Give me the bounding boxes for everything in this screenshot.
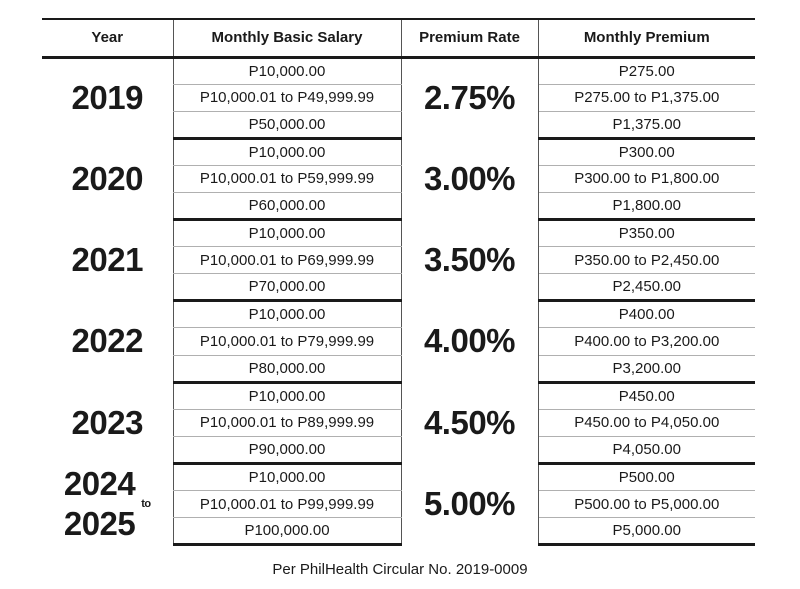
header-year: Year <box>42 19 173 57</box>
premium-cell: P1,375.00 <box>538 111 755 138</box>
premium-cell: P275.00 to P1,375.00 <box>538 84 755 111</box>
table-row <box>42 57 755 84</box>
rate-cell: 3.00% <box>401 138 538 219</box>
salary-cell: P10,000.01 to P99,999.99 <box>173 491 401 518</box>
premium-cell: P5,000.00 <box>538 518 755 545</box>
table-row <box>42 220 755 247</box>
premium-cell: P2,450.00 <box>538 274 755 301</box>
source-footnote: Per PhilHealth Circular No. 2019-0009 <box>272 561 528 578</box>
header-row <box>42 19 755 57</box>
premium-table-container <box>42 18 755 546</box>
header-rate: Premium Rate <box>401 19 538 57</box>
header-salary: Monthly Basic Salary <box>173 19 401 57</box>
table-body <box>42 57 755 545</box>
salary-cell: P10,000.00 <box>173 138 401 165</box>
premium-cell: P500.00 to P5,000.00 <box>538 491 755 518</box>
year-range <box>64 464 151 544</box>
table-row <box>42 138 755 165</box>
table-row <box>42 301 755 328</box>
header-premium: Monthly Premium <box>538 19 755 57</box>
year-end: 2025 <box>63 505 136 543</box>
salary-cell: P10,000.01 to P59,999.99 <box>173 165 401 192</box>
salary-cell: P10,000.01 to P79,999.99 <box>173 328 401 355</box>
year-cell: 2019 <box>71 79 143 117</box>
premium-cell: P4,050.00 <box>538 436 755 463</box>
salary-cell: P10,000.01 to P49,999.99 <box>173 84 401 111</box>
salary-cell: P80,000.00 <box>173 355 401 382</box>
salary-cell: P100,000.00 <box>173 518 401 545</box>
salary-cell: P10,000.01 to P69,999.99 <box>173 247 401 274</box>
premium-cell: P400.00 to P3,200.00 <box>538 328 755 355</box>
year-start: 2024 <box>63 465 136 503</box>
year-cell: 2020 <box>71 159 143 197</box>
premium-cell: P500.00 <box>538 463 755 490</box>
salary-cell: P60,000.00 <box>173 192 401 219</box>
salary-cell: P50,000.00 <box>173 111 401 138</box>
premium-cell: P450.00 to P4,050.00 <box>538 409 755 436</box>
year-cell: 2021 <box>71 241 143 279</box>
salary-cell: P70,000.00 <box>173 274 401 301</box>
premium-cell: P450.00 <box>538 382 755 409</box>
rate-cell: 5.00% <box>401 463 538 544</box>
salary-cell: P90,000.00 <box>173 436 401 463</box>
rate-cell: 2.75% <box>401 57 538 138</box>
salary-cell: P10,000.00 <box>173 463 401 490</box>
salary-cell: P10,000.01 to P89,999.99 <box>173 409 401 436</box>
year-range-cell <box>42 463 173 544</box>
rate-cell: 4.50% <box>401 382 538 463</box>
table-row <box>42 463 755 490</box>
rate-cell: 4.00% <box>401 301 538 382</box>
premium-cell: P275.00 <box>538 57 755 84</box>
year-range-to: to <box>141 497 151 510</box>
salary-cell: P10,000.00 <box>173 220 401 247</box>
premium-cell: P350.00 <box>538 220 755 247</box>
premium-cell: P350.00 to P2,450.00 <box>538 247 755 274</box>
salary-cell: P10,000.00 <box>173 57 401 84</box>
salary-cell: P10,000.00 <box>173 301 401 328</box>
premium-cell: P1,800.00 <box>538 192 755 219</box>
year-range-stack <box>64 464 135 544</box>
premium-cell: P400.00 <box>538 301 755 328</box>
premium-cell: P300.00 to P1,800.00 <box>538 165 755 192</box>
year-cell: 2022 <box>71 322 143 360</box>
premium-cell: P300.00 <box>538 138 755 165</box>
premium-cell: P3,200.00 <box>538 355 755 382</box>
salary-cell: P10,000.00 <box>173 382 401 409</box>
rate-cell: 3.50% <box>401 220 538 301</box>
table-row <box>42 382 755 409</box>
table-header <box>42 19 755 57</box>
premium-schedule-table <box>42 18 755 546</box>
year-cell: 2023 <box>71 403 143 441</box>
